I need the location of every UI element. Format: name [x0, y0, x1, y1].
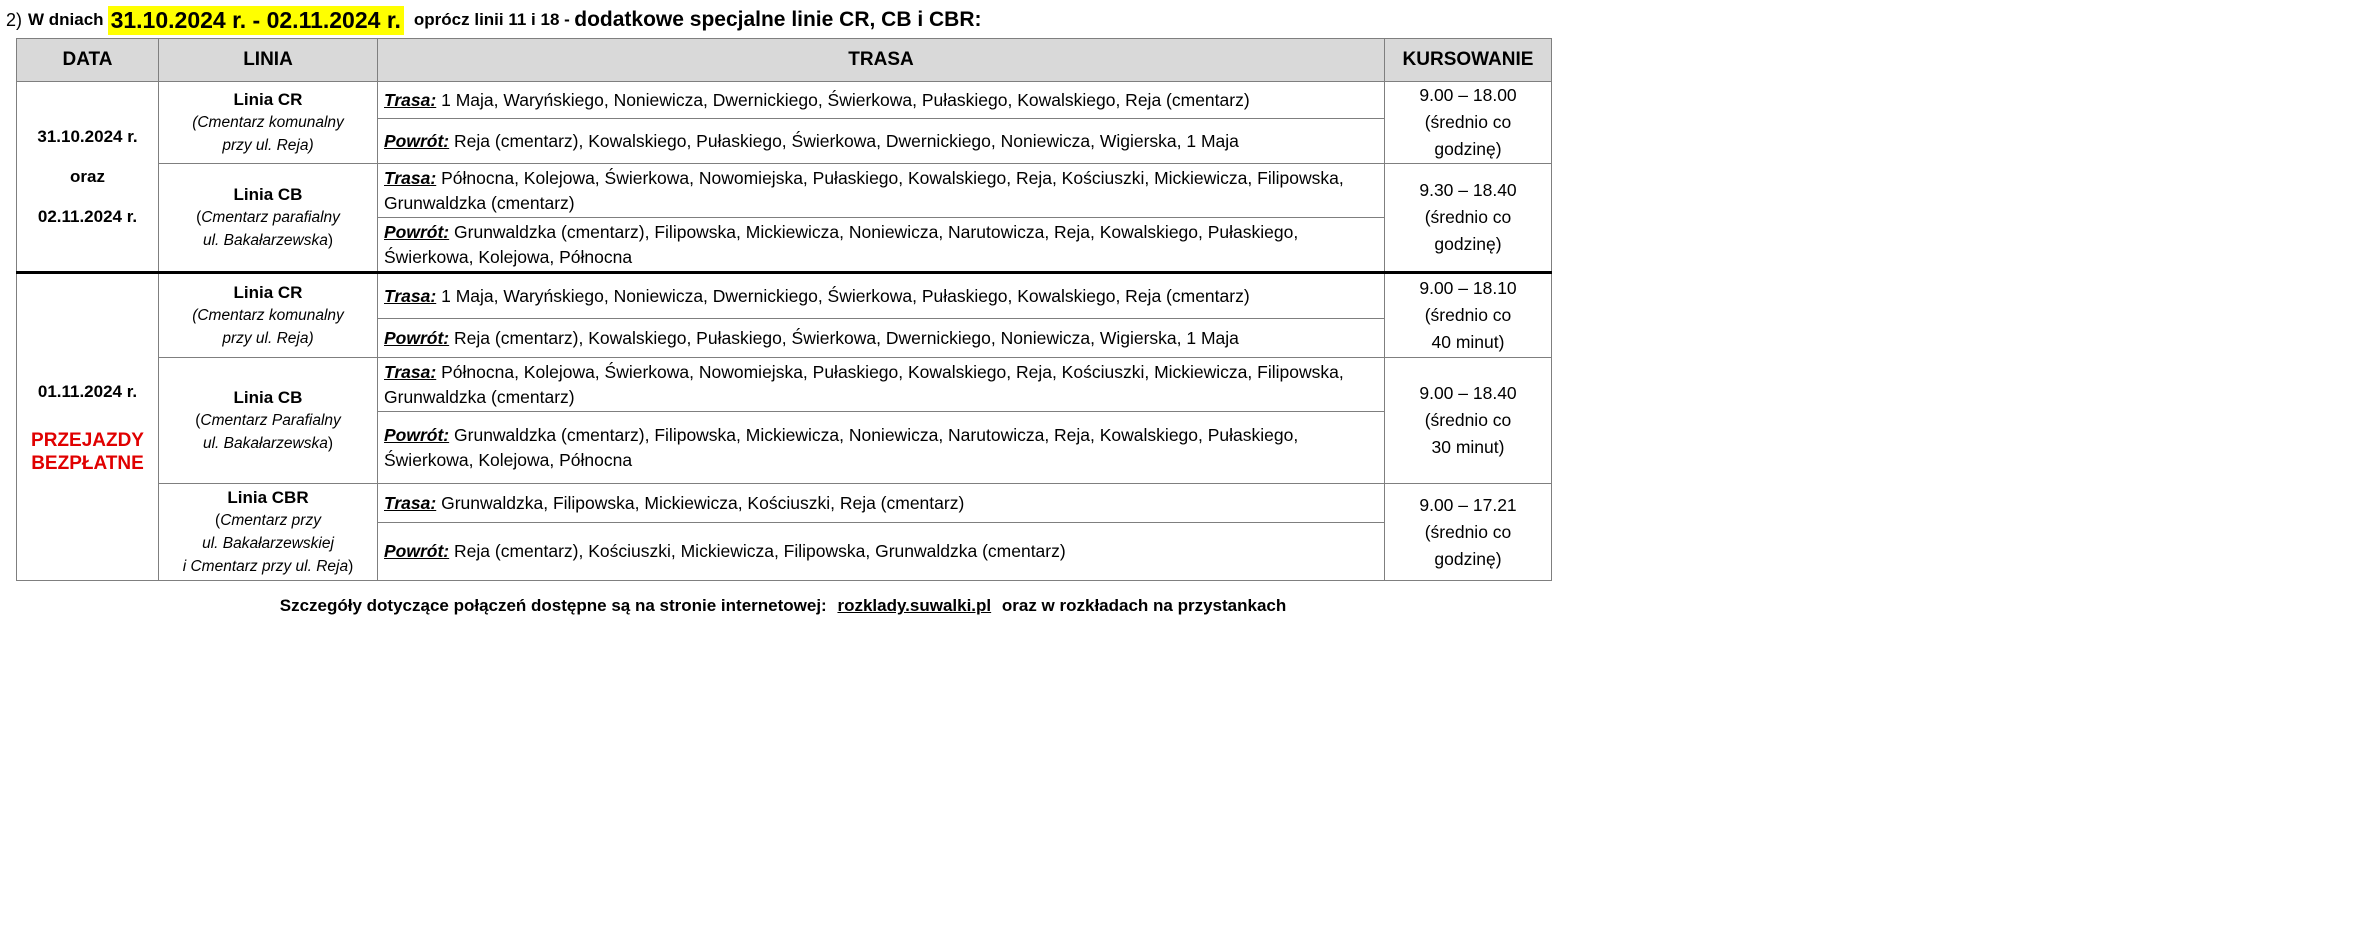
line-name: Linia CB: [233, 388, 303, 407]
schedule-frequency: 30 minut): [1431, 437, 1505, 457]
route-text: Północna, Kolejowa, Świerkowa, Nowomiejska, Pułaskiego, Kowalskiego, Reja, Kościuszki, Mickiewicza, Filipowska, Grunwaldzka (cmentarz): [384, 167, 1344, 213]
schedule-frequency: (średnio co: [1424, 305, 1512, 325]
schedule-frequency: godzinę): [1434, 548, 1502, 569]
header-date: DATA: [17, 39, 159, 82]
return-label: Powrót:: [384, 327, 450, 348]
header-line: LINIA: [159, 39, 378, 82]
route-cell: [378, 358, 1385, 412]
line-desc: Cmentarz przy: [220, 512, 321, 529]
line-cell-cbr: [159, 484, 378, 581]
schedule-time: 9.00 – 18.10: [1419, 278, 1517, 298]
date-cell-group1: [17, 82, 159, 273]
line-name: Linia CR: [233, 283, 303, 302]
line-desc: przy ul. Reja): [222, 137, 314, 154]
schedule-frequency: godzinę): [1434, 139, 1502, 159]
header-route: TRASA: [378, 39, 1385, 82]
return-label: Powrót:: [384, 221, 450, 242]
route-label: Trasa:: [384, 167, 437, 188]
return-label: Powrót:: [384, 541, 450, 561]
line-name: Linia CB: [233, 185, 303, 204]
date-text: 02.11.2024 r.: [37, 206, 138, 226]
return-label: Powrót:: [384, 424, 450, 445]
schedule-frequency: (średnio co: [1424, 521, 1512, 542]
route-label: Trasa:: [384, 492, 437, 513]
schedule-frequency: godzinę): [1434, 234, 1502, 254]
line-desc: ul. Bakałarzewska: [202, 435, 328, 452]
line-name: Linia CBR: [227, 488, 309, 507]
return-text: Reja (cmentarz), Kowalskiego, Pułaskiego, Świerkowa, Dwernickiego, Noniewicza, Wigierska, 1 Maja: [454, 130, 1239, 151]
route-text: 1 Maja, Waryńskiego, Noniewicza, Dwernickiego, Świerkowa, Pułaskiego, Kowalskiego, Reja (cmentarz): [441, 285, 1250, 306]
route-cell: [378, 273, 1385, 319]
route-cell: [378, 82, 1385, 119]
route-label: Trasa:: [384, 285, 437, 306]
line-desc: ul. Bakałarzewska: [202, 232, 328, 249]
date-cell-group2: [17, 273, 159, 581]
return-text: Reja (cmentarz), Kościuszki, Mickiewicza, Filipowska, Grunwaldzka (cmentarz): [454, 541, 1066, 561]
schedule-frequency: (średnio co: [1424, 410, 1512, 430]
free-ride-notice: PRZEJAZDY: [31, 430, 144, 451]
footer-note: [0, 596, 1566, 616]
schedule-cell: [1385, 164, 1552, 273]
line-desc-open: (: [215, 512, 221, 529]
schedule-table: [16, 38, 1552, 581]
route-text: Grunwaldzka, Filipowska, Mickiewicza, Kościuszki, Reja (cmentarz): [441, 492, 965, 513]
date-connector: oraz: [70, 166, 105, 186]
route-cell: [378, 164, 1385, 218]
line-desc: (Cmentarz komunalny: [192, 307, 344, 324]
schedule-website-link[interactable]: rozklady.suwalki.pl: [837, 596, 992, 615]
heading-middle: oprócz linii 11 i 18 -: [413, 10, 570, 29]
line-name: Linia CR: [233, 90, 303, 109]
route-label: Trasa:: [384, 361, 437, 382]
heading-number: 2): [6, 9, 23, 30]
line-desc: (Cmentarz komunalny: [192, 114, 344, 131]
schedule-frequency: 40 minut): [1431, 332, 1505, 352]
line-desc: ul. Bakałarzewskiej: [202, 535, 334, 552]
footer-text: Szczegóły dotyczące połączeń dostępne są na stronie internetowej:: [279, 596, 827, 615]
table-row: [17, 82, 1552, 119]
schedule-frequency: (średnio co: [1424, 112, 1512, 132]
return-cell: [378, 412, 1385, 484]
schedule-cell: [1385, 82, 1552, 164]
header-schedule: KURSOWANIE: [1385, 39, 1552, 82]
line-cell-cb: [159, 358, 378, 484]
route-text: 1 Maja, Waryńskiego, Noniewicza, Dwernickiego, Świerkowa, Pułaskiego, Kowalskiego, Reja (cmentarz): [441, 89, 1250, 110]
line-desc-open: (: [195, 412, 201, 429]
return-label: Powrót:: [384, 130, 450, 151]
heading: [6, 4, 982, 36]
line-desc: i Cmentarz przy ul. Reja: [182, 558, 349, 575]
return-cell: [378, 218, 1385, 273]
line-desc: Cmentarz Parafialny: [200, 412, 341, 429]
schedule-frequency: (średnio co: [1424, 207, 1512, 227]
schedule-cell: [1385, 484, 1552, 581]
return-cell: [378, 523, 1385, 581]
schedule-cell: [1385, 273, 1552, 358]
date-text: 31.10.2024 r.: [37, 126, 138, 146]
table-row: [17, 273, 1552, 319]
line-desc-open: (: [196, 209, 202, 226]
route-label: Trasa:: [384, 89, 437, 110]
heading-prefix: W dniach: [28, 10, 104, 29]
schedule-time: 9.00 – 18.40: [1419, 383, 1517, 403]
return-cell: [378, 319, 1385, 358]
line-cell-cr: [159, 82, 378, 164]
table-row: [17, 484, 1552, 523]
schedule-time: 9.30 – 18.40: [1419, 180, 1517, 200]
line-desc-close: ): [327, 232, 334, 249]
table-row: [17, 164, 1552, 218]
route-text: Północna, Kolejowa, Świerkowa, Nowomiejska, Pułaskiego, Kowalskiego, Reja, Kościuszki, Mickiewicza, Filipowska, Grunwaldzka (cmentarz): [384, 361, 1344, 407]
line-desc-close: ): [327, 435, 334, 452]
header-row: [17, 39, 1552, 82]
schedule-cell: [1385, 358, 1552, 484]
line-desc-close: ): [348, 558, 354, 575]
line-desc: przy ul. Reja): [222, 330, 314, 347]
return-text: Grunwaldzka (cmentarz), Filipowska, Mickiewicza, Noniewicza, Narutowicza, Reja, Kowalskiego, Pułaskiego, Świerkowa, Kolejowa, Północna: [384, 221, 1299, 267]
heading-bold-text: dodatkowe specjalne linie CR, CB i CBR: [574, 8, 975, 31]
heading-colon: :: [974, 8, 982, 31]
date-text: 01.11.2024 r.: [37, 382, 138, 401]
heading-dates-highlight: 31.10.2024 r. - 02.11.2024 r.: [108, 6, 404, 35]
route-cell: [378, 484, 1385, 523]
table-row: [17, 358, 1552, 412]
schedule-time: 9.00 – 18.00: [1419, 85, 1517, 105]
return-cell: [378, 119, 1385, 164]
line-cell-cr: [159, 273, 378, 358]
footer-text: oraz w rozkładach na przystankach: [1001, 596, 1287, 615]
line-cell-cb: [159, 164, 378, 273]
free-ride-notice: BEZPŁATNE: [31, 453, 144, 474]
line-desc: Cmentarz parafialny: [201, 209, 340, 226]
return-text: Grunwaldzka (cmentarz), Filipowska, Mickiewicza, Noniewicza, Narutowicza, Reja, Kowalskiego, Pułaskiego, Świerkowa, Kolejowa, Północna: [384, 424, 1299, 470]
schedule-time: 9.00 – 17.21: [1419, 494, 1517, 515]
return-text: Reja (cmentarz), Kowalskiego, Pułaskiego, Świerkowa, Dwernickiego, Noniewicza, Wigierska, 1 Maja: [454, 327, 1239, 348]
